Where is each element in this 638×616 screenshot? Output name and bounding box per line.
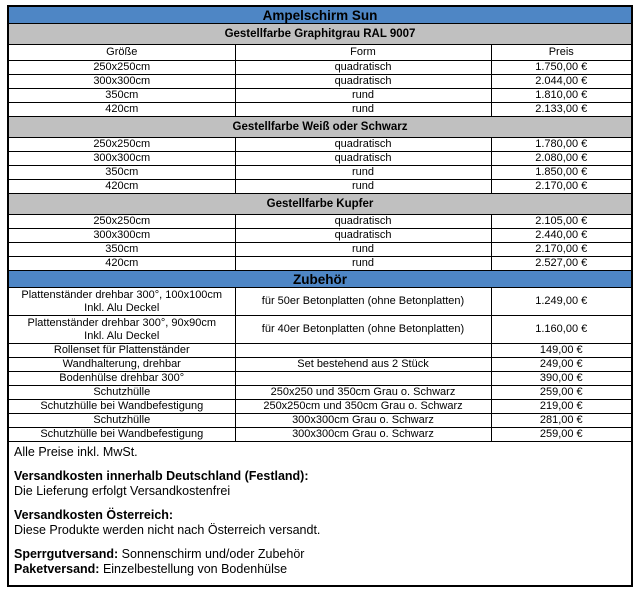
price-cell: 259,00 € <box>491 386 632 400</box>
accessory-name-cell <box>8 288 235 316</box>
price-cell: 1.750,00 € <box>491 61 632 75</box>
bulky-shipping-label: Sperrgutversand: <box>14 547 119 561</box>
price-cell: 2.105,00 € <box>491 215 632 229</box>
footer-notes <box>8 442 632 587</box>
shipping-germany-text: Die Lieferung erfolgt Versandkostenfrei <box>14 484 231 498</box>
price-cell: 1.850,00 € <box>491 166 632 180</box>
table-row <box>8 75 632 89</box>
form-cell: quadratisch <box>235 75 491 89</box>
column-header-row <box>8 45 632 61</box>
table-row <box>8 215 632 229</box>
size-cell: 250x250cm <box>8 215 235 229</box>
table-row <box>8 229 632 243</box>
size-cell: 350cm <box>8 166 235 180</box>
column-header-price: Preis <box>491 45 632 61</box>
table-row <box>8 138 632 152</box>
accessory-name: Plattenständer drehbar 300°, 90x90cm <box>27 316 216 329</box>
accessory-name-line2: Inkl. Alu Deckel <box>84 301 160 314</box>
form-cell: rund <box>235 257 491 271</box>
price-cell: 281,00 € <box>491 414 632 428</box>
accessory-desc-cell: für 50er Betonplatten (ohne Betonplatten) <box>235 288 491 316</box>
bulky-shipping-text: Sonnenschirm und/oder Zubehör <box>118 547 305 561</box>
accessory-desc-cell: 300x300cm Grau o. Schwarz <box>235 414 491 428</box>
form-cell: rund <box>235 166 491 180</box>
vat-note: Alle Preise inkl. MwSt. <box>14 445 138 459</box>
section-header-kupfer <box>8 194 632 215</box>
size-cell: 300x300cm <box>8 152 235 166</box>
accessory-name-cell: Schutzhülle bei Wandbefestigung <box>8 428 235 442</box>
section-header-graphitgrau <box>8 24 632 45</box>
accessories-title: Zubehör <box>8 271 632 288</box>
price-cell: 149,00 € <box>491 344 632 358</box>
table-row <box>8 166 632 180</box>
parcel-shipping-text: Einzelbestellung von Bodenhülse <box>99 562 288 576</box>
accessory-desc-cell: 250x250 und 350cm Grau o. Schwarz <box>235 386 491 400</box>
price-table <box>7 5 633 587</box>
size-cell: 250x250cm <box>8 61 235 75</box>
accessory-row <box>8 428 632 442</box>
price-cell: 2.080,00 € <box>491 152 632 166</box>
accessory-row <box>8 400 632 414</box>
price-cell: 2.170,00 € <box>491 180 632 194</box>
form-cell: rund <box>235 103 491 117</box>
form-cell: rund <box>235 243 491 257</box>
size-cell: 250x250cm <box>8 138 235 152</box>
form-cell: rund <box>235 180 491 194</box>
section-label: Gestellfarbe Graphitgrau RAL 9007 <box>8 24 632 45</box>
price-cell: 1.160,00 € <box>491 316 632 344</box>
shipping-austria-heading: Versandkosten Österreich: <box>14 508 174 522</box>
size-cell: 300x300cm <box>8 229 235 243</box>
price-cell: 2.527,00 € <box>491 257 632 271</box>
accessory-desc-cell: 300x300cm Grau o. Schwarz <box>235 428 491 442</box>
size-cell: 420cm <box>8 180 235 194</box>
price-cell: 1.249,00 € <box>491 288 632 316</box>
form-cell: rund <box>235 89 491 103</box>
accessory-row <box>8 344 632 358</box>
table-row <box>8 89 632 103</box>
section-header-weiss-schwarz <box>8 117 632 138</box>
size-cell: 420cm <box>8 103 235 117</box>
table-row <box>8 243 632 257</box>
size-cell: 350cm <box>8 243 235 257</box>
accessory-desc-cell: für 40er Betonplatten (ohne Betonplatten) <box>235 316 491 344</box>
section-label: Gestellfarbe Weiß oder Schwarz <box>8 117 632 138</box>
price-cell: 219,00 € <box>491 400 632 414</box>
price-cell: 2.440,00 € <box>491 229 632 243</box>
title-row <box>8 6 632 24</box>
accessory-name-line2: Inkl. Alu Deckel <box>84 329 160 342</box>
parcel-shipping-line <box>14 562 626 577</box>
form-cell: quadratisch <box>235 152 491 166</box>
price-sheet <box>7 5 632 587</box>
accessory-desc-cell <box>235 344 491 358</box>
column-header-form: Form <box>235 45 491 61</box>
table-row <box>8 180 632 194</box>
table-row <box>8 103 632 117</box>
price-cell: 1.780,00 € <box>491 138 632 152</box>
accessory-name-cell: Schutzhülle <box>8 386 235 400</box>
price-cell: 2.133,00 € <box>491 103 632 117</box>
price-cell: 259,00 € <box>491 428 632 442</box>
accessory-name-cell: Schutzhülle bei Wandbefestigung <box>8 400 235 414</box>
accessory-name: Plattenständer drehbar 300°, 100x100cm <box>21 288 223 301</box>
accessory-row <box>8 288 632 316</box>
accessory-name-cell: Wandhalterung, drehbar <box>8 358 235 372</box>
accessory-name-cell: Bodenhülse drehbar 300° <box>8 372 235 386</box>
price-cell: 390,00 € <box>491 372 632 386</box>
price-cell: 249,00 € <box>491 358 632 372</box>
accessory-row <box>8 358 632 372</box>
section-label: Gestellfarbe Kupfer <box>8 194 632 215</box>
accessory-name-cell: Schutzhülle <box>8 414 235 428</box>
parcel-shipping-label: Paketversand: <box>14 562 100 576</box>
size-cell: 420cm <box>8 257 235 271</box>
table-row <box>8 152 632 166</box>
shipping-germany-heading: Versandkosten innerhalb Deutschland (Festland): <box>14 469 309 483</box>
accessory-desc-cell <box>235 372 491 386</box>
form-cell: quadratisch <box>235 215 491 229</box>
size-cell: 350cm <box>8 89 235 103</box>
accessory-desc-cell: Set bestehend aus 2 Stück <box>235 358 491 372</box>
form-cell: quadratisch <box>235 61 491 75</box>
accessory-row <box>8 386 632 400</box>
price-cell: 1.810,00 € <box>491 89 632 103</box>
accessory-row <box>8 316 632 344</box>
price-cell: 2.044,00 € <box>491 75 632 89</box>
form-cell: quadratisch <box>235 229 491 243</box>
accessory-desc-cell: 250x250cm und 350cm Grau o. Schwarz <box>235 400 491 414</box>
column-header-size: Größe <box>8 45 235 61</box>
accessory-row <box>8 414 632 428</box>
form-cell: quadratisch <box>235 138 491 152</box>
accessory-name-cell: Rollenset für Plattenständer <box>8 344 235 358</box>
table-row <box>8 257 632 271</box>
shipping-austria-text: Diese Produkte werden nicht nach Österreich versandt. <box>14 523 321 537</box>
accessory-row <box>8 372 632 386</box>
accessory-name-cell <box>8 316 235 344</box>
size-cell: 300x300cm <box>8 75 235 89</box>
accessories-title-row <box>8 271 632 288</box>
price-cell: 2.170,00 € <box>491 243 632 257</box>
table-row <box>8 61 632 75</box>
page-title: Ampelschirm Sun <box>8 6 632 24</box>
bulky-shipping-line <box>14 547 626 562</box>
footer-row <box>8 442 632 587</box>
